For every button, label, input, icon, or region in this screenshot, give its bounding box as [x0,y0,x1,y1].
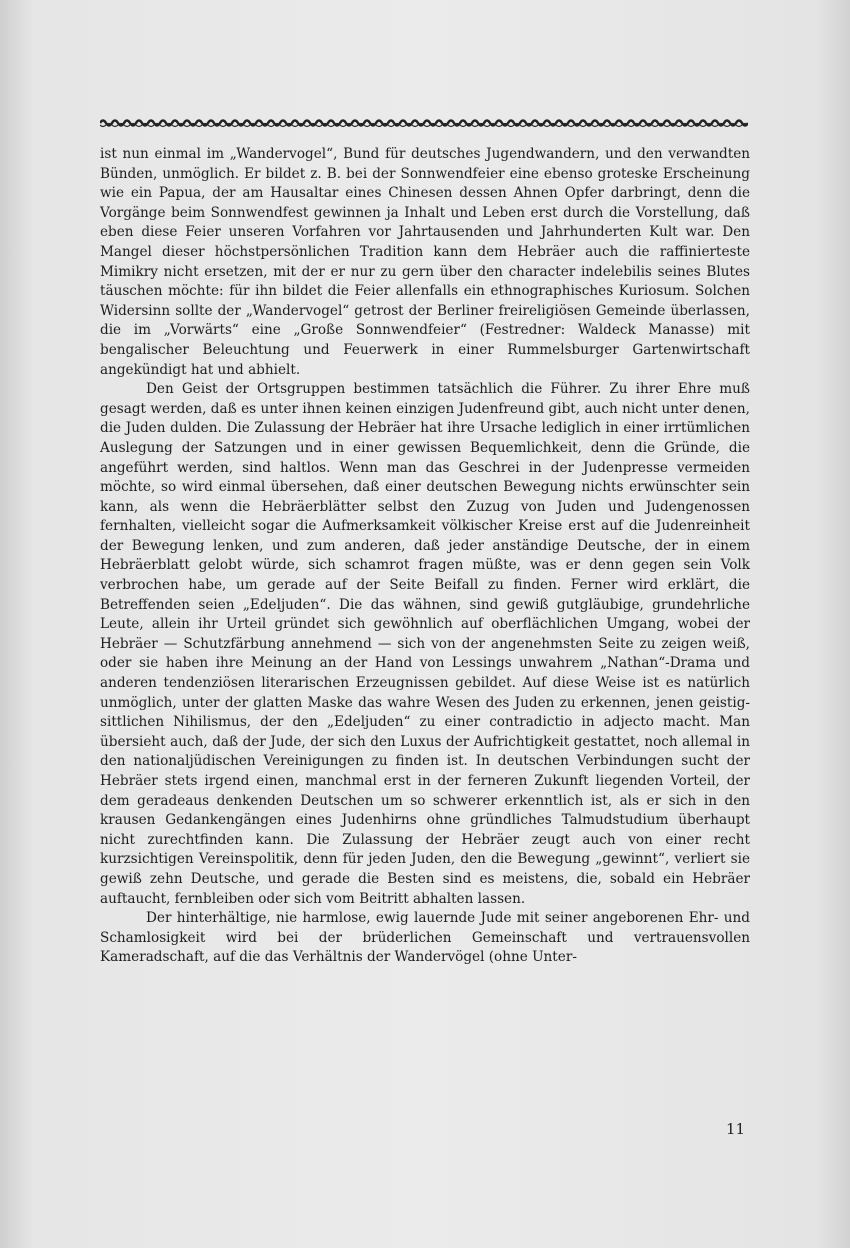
page-number: 11 [726,1120,746,1138]
paragraph-3: Der hinterhältige, nie harmlose, ewig lauernde Jude mit seiner angeborenen Ehr- und Schamlosigkeit wird bei der brüderlichen Gemeinschaft und vertrauensvollen Kameradschaft, auf die das Verhältnis der Wandervögel (ohne Unter- [100,910,750,966]
paragraph-1: ist nun einmal im „Wandervogel“, Bund für deutsches Jugendwandern, und den verwandten Bünden, unmöglich. Er bildet z. B. bei der Sonnwendfeier eine ebenso groteske Erscheinung wie ein Papua, der am Hausaltar eines Chinesen dessen Ahnen Opfer darbringt, denn die Vorgänge beim Sonnwendfest gewinnen ja Inhalt und Leben erst durch die Vorstellung, daß eben diese Feier unseren Vorfahren vor Jahrtausenden und Jahrhunderten Kult war. Den Mangel dieser höchstpersönlichen Tradition kann dem Hebräer auch die raffinierteste Mimikry nicht ersetzen, mit der er nur zu gern über den character indelebilis seines Blutes täuschen möchte: für ihn bildet die Feier allenfalls ein ethnographisches Kuriosum. Solchen Widersinn sollte der „Wandervogel“ getrost der Berliner freireligiösen Gemeinde überlassen, die im „Vorwärts“ eine „Große Sonnwendfeier“ (Festredner: Waldeck Manasse) mit bengalischer Beleuchtung und Feuerwerk in einer Rummelsburger Gartenwirtschaft angekündigt hat und abhielt. [100,146,750,378]
ornament-rule [100,116,748,130]
body-text [100,145,750,968]
paragraph-2: Den Geist der Ortsgruppen bestimmen tatsächlich die Führer. Zu ihrer Ehre muß gesagt werden, daß es unter ihnen keinen einzigen Judenfreund gibt, auch nicht unter denen, die Juden dulden. Die Zulassung der Hebräer hat ihre Ursache lediglich in einer irrtümlichen Auslegung der Satzungen und in einer gewissen Bequemlichkeit, denn die Gründe, die angeführt werden, sind haltlos. Wenn man das Geschrei in der Judenpresse vermeiden möchte, so wird einmal übersehen, daß einer deutschen Bewegung nichts erwünschter sein kann, als wenn die Hebräerblätter selbst den Zuzug von Juden und Judengenossen fernhalten, vielleicht sogar die Aufmerksamkeit völkischer Kreise erst auf die Judenreinheit der Bewegung lenken, und zum anderen, daß jeder anständige Deutsche, der in einem Hebräerblatt gelobt würde, sich schamrot fragen müßte, was er denn gegen sein Volk verbrochen habe, um gerade auf der Seite Beifall zu finden. Ferner wird erklärt, die Betreffenden seien „Edeljuden“. Die das wähnen, sind gewiß gutgläubige, grundehrliche Leute, allein ihr Urteil gründet sich gewöhnlich auf oberflächlichen Umgang, wobei der Hebräer — Schutzfärbung annehmend — sich von der angenehmsten Seite zu zeigen weiß, oder sie haben ihre Meinung an der Hand von Lessings unwahrem „Nathan“-Drama und anderen tendenziösen literarischen Erzeugnissen gebildet. Auf diese Weise ist es natürlich unmöglich, unter der glatten Maske das wahre Wesen des Juden zu erkennen, jenen geistig-sittlichen Nihilismus, der den „Edeljuden“ zu einer contradictio in adjecto macht. Man übersieht auch, daß der Jude, der sich den Luxus der Aufrichtigkeit gestattet, noch allemal in den nationaljüdischen Vereinigungen zu finden ist. In deutschen Verbindungen sucht der Hebräer stets irgend einen, manchmal erst in der ferneren Zukunft liegenden Vorteil, der dem geradeaus denkenden Deutschen um so schwerer erkenntlich ist, als er sich in den krausen Gedankengängen eines Judenhirns ohne gründliches Talmudstudium überhaupt nicht zurechtfinden kann. Die Zulassung der Hebräer zeugt auch von einer recht kurzsichtigen Vereinspolitik, denn für jeden Juden, den die Bewegung „gewinnt“, verliert sie gewiß zehn Deutsche, und gerade die Besten sind es meistens, die, sobald ein Hebräer auftaucht, fernbleiben oder sich vom Beitritt abhalten lassen. [100,381,750,907]
